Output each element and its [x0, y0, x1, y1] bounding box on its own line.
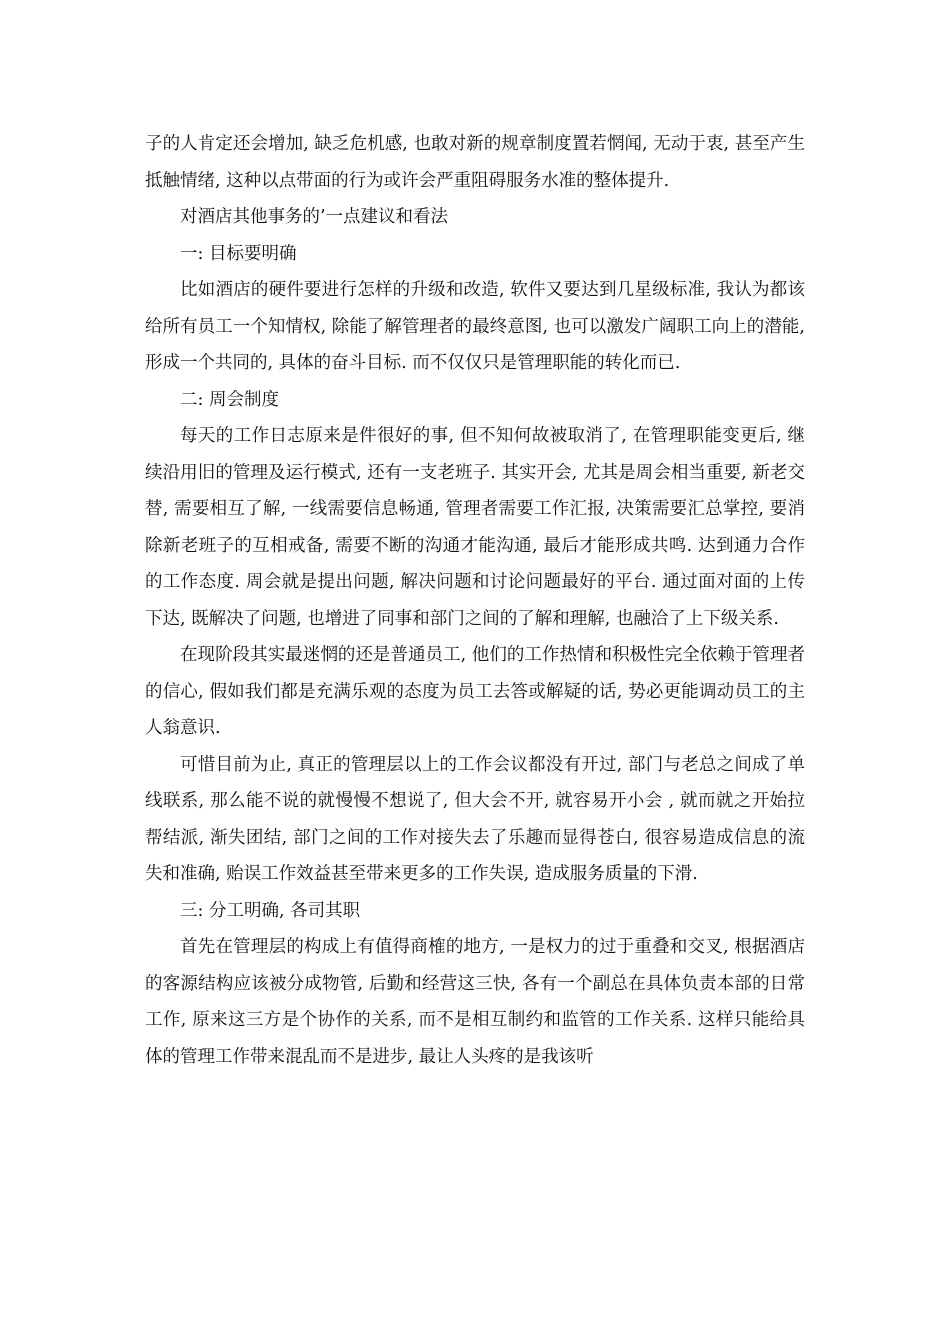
paragraph-weekly-meeting: 每天的工作日志原来是件很好的事, 但不知何故被取消了, 在管理职能变更后, 继续沿用旧的管理及运行模式, 还有一支老班子. 其实开会, 尤其是周会相当重要, 新老交替, 需要相互了解, 一线需要信息畅通, 管理者需要工作汇报, 决策需要汇总掌控, 要消除新老班子的互相戒备, 需要不断的沟通才能沟通, 最后才能形成共鸣. 达到通力合作的工作态度. 周会就是提出问题, 解决问题和讨论问题最好的平台. 通过面对面的上传下达, 既解决了问题, 也增进了同事和部门之间的了解和理解, 也融洽了上下级关系. — [145, 426, 805, 629]
paragraph-meetings: 可惜目前为止, 真正的管理层以上的工作会议都没有开过, 部门与老总之间成了单线联系, 那么能不说的就慢慢不想说了, 但大会不开, 就容易开小会 , 就而就之开始拉帮结派, 渐失团结, 部门之间的工作对接失去了乐趣而显得苍白, 很容易造成信息的流失和准确, 贻误工作效益甚至带来更多的工作失误, 造成服务质量的下滑. — [145, 754, 805, 884]
heading-goal-clarity: 一: 目标要明确 — [180, 243, 297, 264]
heading-division-of-labor: 三: 分工明确, 各司其职 — [180, 900, 361, 921]
document-body — [145, 126, 805, 1075]
paragraph-staff: 在现阶段其实最迷惘的还是普通员工, 他们的工作热情和积极性完全依赖于管理者的信心, 假如我们都是充满乐观的态度为员工去答或解疑的话, 势必更能调动员工的主人翁意识. — [145, 645, 805, 738]
section-title: 对酒店其他事务的’一点建议和看法 — [180, 207, 449, 227]
paragraph-goal: 比如酒店的硬件要进行怎样的升级和改造, 软件又要达到几星级标准, 我认为都该给所有员工一个知情权, 除能了解管理者的最终意图, 也可以激发广阔职工向上的潜能, 形成一个共同的, 具体的奋斗目标. 而不仅仅只是管理职能的转化而已. — [145, 280, 805, 373]
paragraph-management: 首先在管理层的构成上有值得商榷的地方, 一是权力的过于重叠和交叉, 根据酒店的客源结构应该被分成物管, 后勤和经营这三快, 各有一个副总在具体负责本部的日常工作, 原来这三方是个协作的关系, 而不是相互制约和监管的工作关系. 这样只能给具体的管理工作带来混乱而不是进步, 最让人头疼的是我该听 — [145, 937, 805, 1067]
heading-weekly-meeting: 二: 周会制度 — [180, 389, 279, 410]
paragraph-continued: 子的人肯定还会增加, 缺乏危机感, 也敢对新的规章制度置若惘闻, 无动于衷, 甚至产生抵触情绪, 这种以点带面的行为或许会严重阻碍服务水准的整体提升. — [145, 134, 805, 191]
